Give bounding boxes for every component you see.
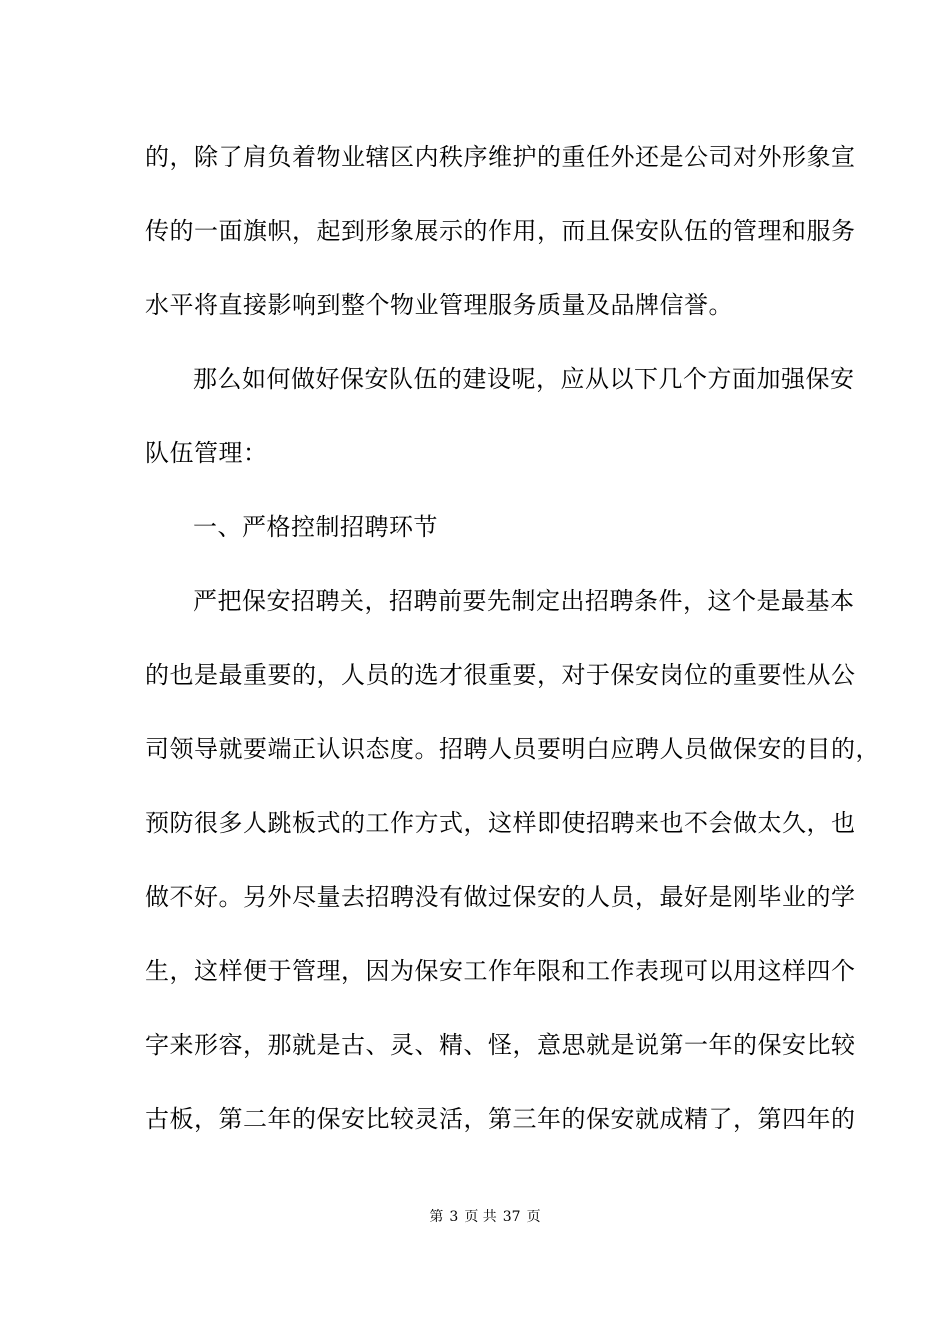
paragraph-line: 队伍管理： xyxy=(145,439,268,467)
page-footer xyxy=(0,1208,950,1226)
paragraph-line: 司领导就要端正认识态度。招聘人员要明白应聘人员做保安的目的， xyxy=(145,735,880,763)
section-heading: 一、严格控制招聘环节 xyxy=(193,513,438,541)
paragraph-line: 预防很多人跳板式的工作方式，这样即使招聘来也不会做太久，也 xyxy=(145,809,856,837)
paragraph-line: 的，除了肩负着物业辖区内秩序维护的重任外还是公司对外形象宣 xyxy=(145,143,856,171)
paragraph-line: 水平将直接影响到整个物业管理服务质量及品牌信誉。 xyxy=(145,291,733,319)
paragraph-line: 传的一面旗帜，起到形象展示的作用，而且保安队伍的管理和服务 xyxy=(145,217,856,245)
paragraph-line: 古板，第二年的保安比较灵活，第三年的保安就成精了，第四年的 xyxy=(145,1105,856,1133)
paragraph-line: 做不好。另外尽量去招聘没有做过保安的人员，最好是刚毕业的学 xyxy=(145,883,856,911)
paragraph-line: 生，这样便于管理，因为保安工作年限和工作表现可以用这样四个 xyxy=(145,957,856,985)
paragraph-line: 严把保安招聘关，招聘前要先制定出招聘条件，这个是最基本 xyxy=(193,587,855,615)
paragraph-line: 字来形容，那就是古、灵、精、怪，意思就是说第一年的保安比较 xyxy=(145,1031,856,1059)
paragraph-line: 那么如何做好保安队伍的建设呢，应从以下几个方面加强保安 xyxy=(193,365,855,393)
current-page-number: 3 xyxy=(449,1209,459,1225)
paragraph-line: 的也是最重要的，人员的选才很重要，对于保安岗位的重要性从公 xyxy=(145,661,856,689)
footer-middle: 页 共 xyxy=(464,1209,497,1225)
total-pages-number: 37 xyxy=(502,1209,521,1225)
footer-prefix: 第 xyxy=(429,1209,444,1225)
footer-suffix: 页 xyxy=(526,1209,541,1225)
